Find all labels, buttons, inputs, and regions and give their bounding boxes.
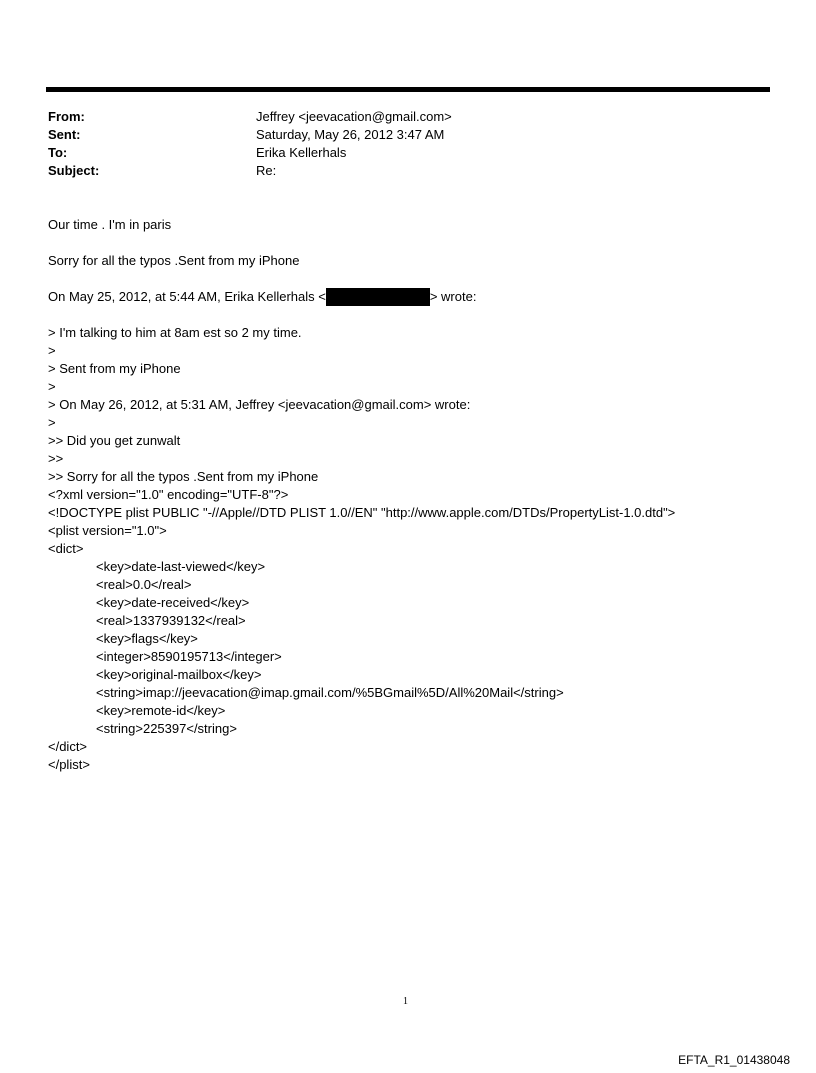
quoted-line: >> [48,451,64,466]
plist-inner-line: <key>original-mailbox</key> [96,667,262,682]
plist-section [48,486,788,774]
plist-line: <dict> [48,541,84,556]
plist-inner-line: <string>225397</string> [96,721,237,736]
subject-value: Re: [256,163,277,178]
quoted-line: > I'm talking to him at 8am est so 2 my time. [48,325,302,340]
quoted-line: > [48,379,56,394]
subject-label: Subject: [48,163,100,178]
plist-inner-line: <key>remote-id</key> [96,703,226,718]
spacer [48,306,788,324]
body-line: Our time . I'm in paris [48,217,172,232]
quoted-line: > [48,415,56,430]
plist-line: <?xml version="1.0" encoding="UTF-8"?> [48,487,289,502]
quoted-line: > Sent from my iPhone [48,361,181,376]
document-id: EFTA_R1_01438048 [678,1053,790,1067]
sent-value: Saturday, May 26, 2012 3:47 AM [256,127,445,142]
quote-intro [48,288,788,306]
plist-line: <plist version="1.0"> [48,523,167,538]
body-line: Sorry for all the typos .Sent from my iPhone [48,253,300,268]
plist-line: <!DOCTYPE plist PUBLIC "-//Apple//DTD PLIST 1.0//EN" "http://www.apple.com/DTDs/PropertyList-1.0.dtd"> [48,505,676,520]
quoted-line: > On May 26, 2012, at 5:31 AM, Jeffrey <jeevacation@gmail.com> wrote: [48,397,471,412]
plist-line: </dict> [48,739,88,754]
to-label: To: [48,145,68,160]
spacer [48,234,788,252]
redaction-box [326,288,430,306]
page-number: 1 [403,996,408,1007]
plist-inner-line: <integer>8590195713</integer> [96,649,282,664]
plist-inner-line: <key>date-received</key> [96,595,250,610]
from-value: Jeffrey <jeevacation@gmail.com> [256,109,452,124]
plist-inner-line: <key>flags</key> [96,631,198,646]
plist-inner-line: <string>imap://jeevacation@imap.gmail.com/%5BGmail%5D/All%20Mail</string> [96,685,564,700]
plist-inner-line: <real>0.0</real> [96,577,192,592]
plist-inner-line: <key>date-last-viewed</key> [96,559,266,574]
sent-label: Sent: [48,127,81,142]
quoted-line: >> Sorry for all the typos .Sent from my iPhone [48,469,319,484]
to-value: Erika Kellerhals [256,145,347,160]
quoted-line: >> Did you get zunwalt [48,433,181,448]
quote-intro-text: On May 25, 2012, at 5:44 AM, Erika Kellerhals < [48,289,326,304]
quoted-section [48,324,788,486]
email-body [48,216,788,774]
from-label: From: [48,109,85,124]
quote-intro-suffix: > wrote: [429,289,477,304]
spacer [48,270,788,288]
plist-inner-line: <real>1337939132</real> [96,613,246,628]
header-divider [46,87,770,92]
quoted-line: > [48,343,56,358]
plist-line: </plist> [48,757,90,772]
